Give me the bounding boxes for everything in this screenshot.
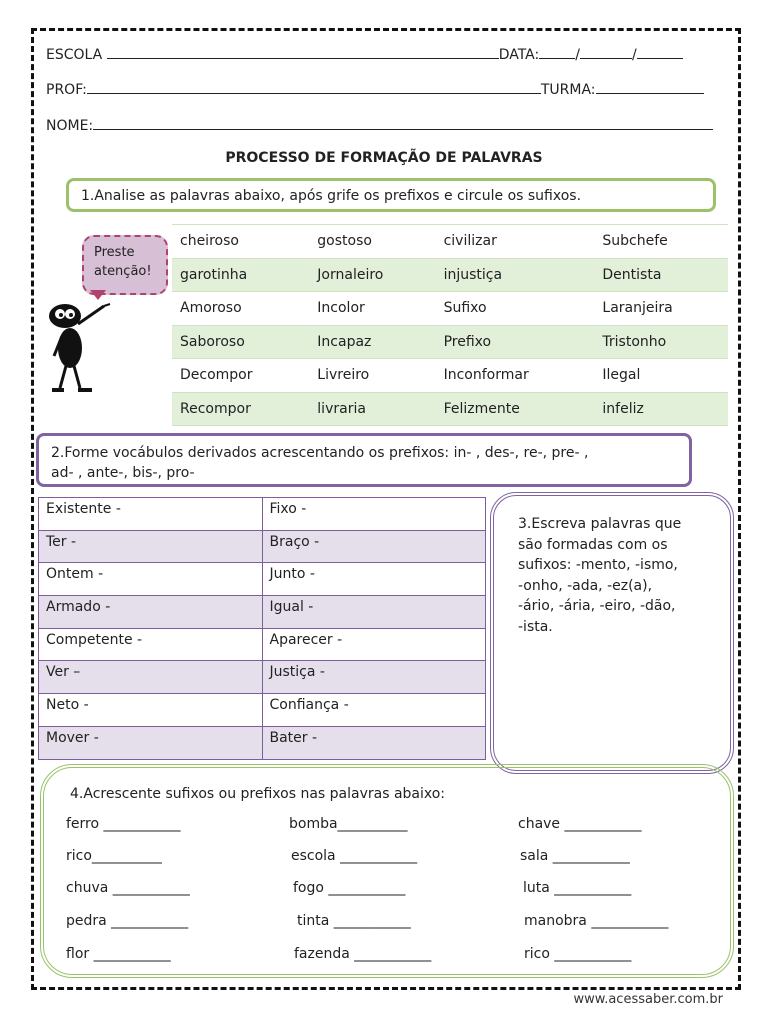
- exercise3-box: [490, 492, 734, 774]
- table-row: [39, 498, 486, 531]
- word-cell: Recompor: [172, 392, 309, 426]
- exercise3-line: -ista.: [518, 618, 553, 635]
- name-blank[interactable]: [93, 115, 713, 130]
- date-year-blank[interactable]: [637, 44, 683, 59]
- exercise4-instruction: 4.Acrescente sufixos ou prefixos nas palavras abaixo:: [70, 786, 446, 802]
- word-cell: livraria: [309, 392, 435, 426]
- table-row: [172, 225, 728, 259]
- fill-item[interactable]: chave ___________: [518, 816, 642, 832]
- exercise2-instruction-line2: ad- , ante-, bis-, pro-: [51, 465, 195, 481]
- exercise1-word-table: [172, 224, 728, 426]
- school-blank[interactable]: [107, 44, 499, 59]
- fill-item[interactable]: escola ___________: [291, 848, 418, 864]
- date-sep-2: /: [631, 47, 637, 63]
- word-cell: Tristonho: [594, 325, 728, 359]
- date-day-blank[interactable]: [539, 44, 575, 59]
- word-cell: Felizmente: [436, 392, 595, 426]
- class-label: TURMA:: [540, 82, 596, 98]
- prefix-cell[interactable]: Igual -: [262, 596, 486, 629]
- fill-item[interactable]: fazenda ___________: [294, 946, 432, 962]
- fill-item[interactable]: pedra ___________: [66, 913, 189, 929]
- exercise3-line: são formadas com os: [518, 536, 668, 553]
- table-row: [172, 359, 728, 393]
- school-label: ESCOLA: [46, 47, 103, 63]
- word-cell: Saboroso: [172, 325, 309, 359]
- word-cell: Sufixo: [436, 292, 595, 326]
- teacher-blank[interactable]: [87, 79, 541, 94]
- exercise3-line: -ário, -ária, -eiro, -dão,: [518, 598, 676, 614]
- prefix-cell[interactable]: Ver –: [39, 661, 263, 694]
- fill-item[interactable]: ferro ___________: [66, 816, 181, 832]
- prefix-cell[interactable]: Confiança -: [262, 694, 486, 727]
- table-row: [39, 694, 486, 727]
- prefix-cell[interactable]: Bater -: [262, 726, 486, 759]
- prefix-cell[interactable]: Ter -: [39, 530, 263, 563]
- exercise3-line: sufixos: -mento, -ismo,: [518, 557, 678, 573]
- word-cell: gostoso: [309, 225, 435, 259]
- word-cell: Laranjeira: [594, 292, 728, 326]
- word-cell: injustiça: [436, 258, 595, 292]
- teacher-row: [46, 79, 704, 98]
- word-cell: Prefixo: [436, 325, 595, 359]
- table-row: [39, 530, 486, 563]
- word-cell: cheiroso: [172, 225, 309, 259]
- cartoon-figure-icon: [40, 296, 120, 396]
- date-label: DATA:: [498, 47, 540, 63]
- exercise2-box: [36, 433, 692, 487]
- class-blank[interactable]: [596, 79, 704, 94]
- name-row: [46, 115, 713, 134]
- fill-item[interactable]: chuva ___________: [66, 880, 190, 896]
- word-cell: Incapaz: [309, 325, 435, 359]
- fill-item[interactable]: luta ___________: [523, 880, 632, 896]
- prefix-cell[interactable]: Aparecer -: [262, 628, 486, 661]
- prefix-cell[interactable]: Neto -: [39, 694, 263, 727]
- word-cell: infeliz: [594, 392, 728, 426]
- word-cell: Ilegal: [594, 359, 728, 393]
- exercise3-line: 3.Escreva palavras que: [518, 516, 682, 532]
- prefix-cell[interactable]: Competente -: [39, 628, 263, 661]
- fill-item[interactable]: manobra ___________: [524, 913, 669, 929]
- page-title: PROCESSO DE FORMAÇÃO DE PALAVRAS: [225, 150, 543, 166]
- table-row: [172, 258, 728, 292]
- table-row: [172, 325, 728, 359]
- prefix-cell[interactable]: Braço -: [262, 530, 486, 563]
- name-label: NOME:: [46, 118, 94, 134]
- table-row: [172, 392, 728, 426]
- prefix-cell[interactable]: Junto -: [262, 563, 486, 596]
- fill-item[interactable]: tinta ___________: [297, 913, 411, 929]
- table-row: [39, 628, 486, 661]
- bubble-line-1: Preste: [94, 245, 135, 260]
- word-cell: civilizar: [436, 225, 595, 259]
- word-cell: Livreiro: [309, 359, 435, 393]
- prefix-cell[interactable]: Justiça -: [262, 661, 486, 694]
- school-row: [46, 44, 683, 63]
- teacher-label: PROF:: [46, 82, 87, 98]
- footer-url[interactable]: www.acessaber.com.br: [573, 992, 723, 1007]
- fill-item[interactable]: flor ___________: [66, 946, 171, 962]
- fill-item[interactable]: bomba__________: [289, 816, 408, 832]
- fill-item[interactable]: rico__________: [66, 848, 162, 864]
- date-sep-1: /: [575, 47, 580, 63]
- table-row: [39, 661, 486, 694]
- word-cell: Dentista: [594, 258, 728, 292]
- prefix-cell[interactable]: Fixo -: [262, 498, 486, 531]
- prefix-cell[interactable]: Existente -: [39, 498, 263, 531]
- exercise2-instruction-line1: 2.Forme vocábulos derivados acrescentando os prefixos: in- , des-, re-, pre- ,: [51, 445, 589, 461]
- word-cell: garotinha: [172, 258, 309, 292]
- word-cell: Subchefe: [594, 225, 728, 259]
- prefix-cell[interactable]: Armado -: [39, 596, 263, 629]
- fill-item[interactable]: fogo ___________: [293, 880, 406, 896]
- fill-item[interactable]: sala ___________: [520, 848, 630, 864]
- exercise1-box: [66, 178, 716, 212]
- word-cell: Decompor: [172, 359, 309, 393]
- table-row: [172, 292, 728, 326]
- table-row: [39, 563, 486, 596]
- exercise1-instruction: 1.Analise as palavras abaixo, após grife os prefixos e circule os sufixos.: [81, 188, 582, 204]
- word-cell: Amoroso: [172, 292, 309, 326]
- date-month-blank[interactable]: [580, 44, 632, 59]
- word-cell: Inconformar: [436, 359, 595, 393]
- prefix-cell[interactable]: Mover -: [39, 726, 263, 759]
- word-cell: Incolor: [309, 292, 435, 326]
- fill-item[interactable]: rico ___________: [524, 946, 632, 962]
- prefix-cell[interactable]: Ontem -: [39, 563, 263, 596]
- table-row: [39, 726, 486, 759]
- speech-bubble: [82, 235, 168, 295]
- word-cell: Jornaleiro: [309, 258, 435, 292]
- bubble-line-2: atenção!: [94, 264, 152, 279]
- exercise3-line: -onho, -ada, -ez(a),: [518, 577, 653, 594]
- exercise2-prefix-table: [38, 497, 486, 760]
- table-row: [39, 596, 486, 629]
